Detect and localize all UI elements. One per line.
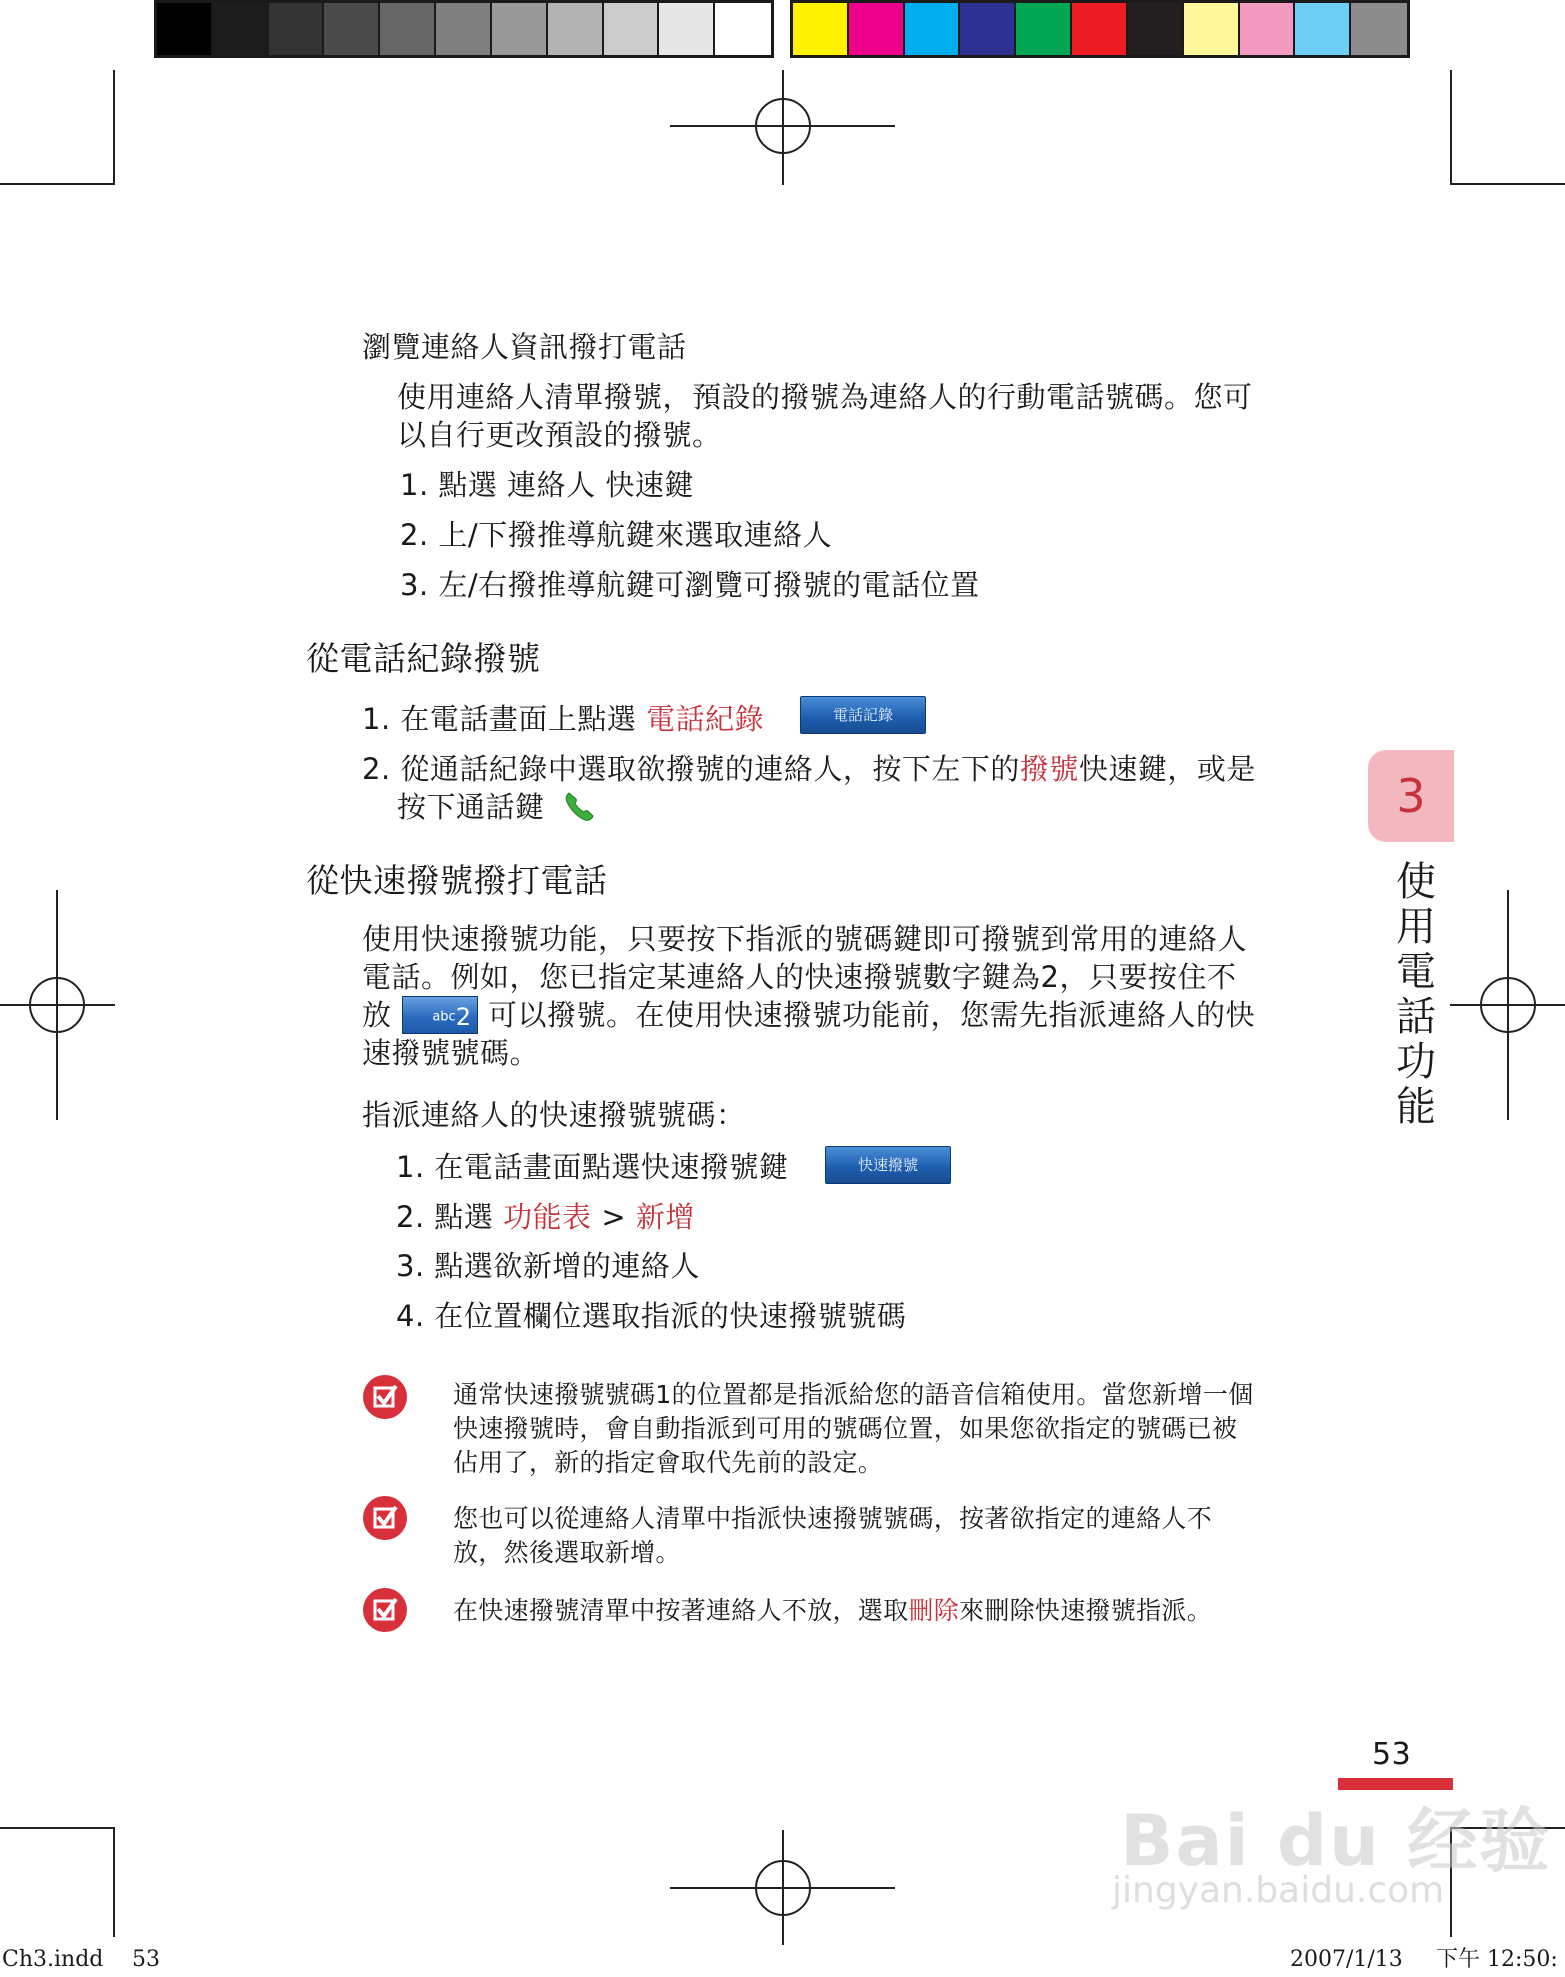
color-swatch	[604, 3, 660, 55]
section1-paragraph-line2: 以自行更改預設的撥號。	[397, 418, 722, 452]
note1-line3: 佔用了，新的指定會取代先前的設定。	[453, 1448, 884, 1477]
section2-step2-text-a: 2. 從通話紀錄中選取欲撥號的連絡人，按下左下的	[362, 752, 1020, 786]
section1-step-1: 1. 點選 連絡人 快速鍵	[400, 468, 694, 502]
note2-line1: 您也可以從連絡人清單中指派快速撥號號碼，按著欲指定的連絡人不	[453, 1504, 1213, 1533]
color-swatch	[269, 3, 325, 55]
color-bar	[790, 0, 1410, 58]
note1-line2: 快速撥號時，會自動指派到可用的號碼位置，如果您欲指定的號碼已被	[453, 1414, 1238, 1443]
crop-mark	[1450, 70, 1452, 185]
color-swatch	[1128, 3, 1184, 55]
page-number: 53	[1372, 1737, 1412, 1772]
footer-file: Ch3.indd	[2, 1947, 104, 1972]
delete-link: 刪除	[908, 1596, 960, 1625]
chapter-title-char: 話	[1396, 994, 1436, 1040]
color-swatch	[793, 3, 849, 55]
crop-mark	[113, 70, 115, 185]
color-swatch	[960, 3, 1016, 55]
color-swatch	[436, 3, 492, 55]
watermark-logo: Bai du 经验	[1120, 1800, 1552, 1882]
call-log-link: 電話紀錄	[646, 702, 765, 736]
color-swatch	[157, 3, 213, 55]
section2-step-1	[362, 700, 764, 738]
crop-mark	[0, 183, 115, 185]
color-swatch	[1351, 3, 1407, 55]
call-log-button[interactable]: 電話記錄	[800, 696, 926, 734]
key-number: 2	[455, 1003, 471, 1031]
grayscale-bar	[154, 0, 774, 58]
note1-line1: 通常快速撥號號碼1的位置都是指派給您的語音信箱使用。當您新增一個	[453, 1380, 1254, 1409]
chapter-title-char: 能	[1396, 1084, 1436, 1130]
color-swatch	[1072, 3, 1128, 55]
color-swatch	[1240, 3, 1296, 55]
menu-link: 功能表	[503, 1200, 592, 1234]
registration-mark	[1480, 977, 1536, 1033]
section3-paragraph-line3-end: 可以撥號。在使用快速撥號功能前，您需先指派連絡人的快	[488, 998, 1256, 1032]
registration-mark	[29, 977, 85, 1033]
color-swatch	[1016, 3, 1072, 55]
crop-mark	[113, 1827, 115, 1937]
color-swatch	[492, 3, 548, 55]
footer-page: 53	[132, 1947, 160, 1972]
color-swatch	[380, 3, 436, 55]
registration-mark	[755, 98, 811, 154]
key-2-icon	[402, 996, 478, 1034]
crop-mark	[1450, 183, 1565, 185]
registration-mark	[755, 1860, 811, 1916]
checkbox-note-icon	[363, 1375, 407, 1419]
phone-icon	[563, 790, 597, 822]
key-letters: abc	[432, 1009, 456, 1025]
color-swatch	[1295, 3, 1351, 55]
section2-step-2-line1	[362, 750, 1256, 788]
note3	[453, 1594, 1212, 1628]
watermark-url: jingyan.baidu.com	[1112, 1870, 1445, 1911]
section3-step-2	[396, 1198, 695, 1236]
section-title-call-log: 從電話紀錄撥號	[306, 639, 541, 678]
note2-line2: 放，然後選取新增。	[453, 1538, 681, 1567]
dial-link: 撥號	[1019, 752, 1079, 786]
section-title-browse-contacts: 瀏覽連絡人資訊撥打電話	[362, 330, 687, 364]
section3-paragraph-line4: 速撥號號碼。	[362, 1036, 540, 1070]
add-link: 新增	[635, 1200, 695, 1234]
section3-step2-sep: >	[591, 1200, 636, 1234]
section1-step-2: 2. 上/下撥推導航鍵來選取連絡人	[400, 518, 833, 552]
chapter-title-vertical	[1392, 860, 1440, 1130]
color-swatch	[213, 3, 269, 55]
color-swatch	[324, 3, 380, 55]
section3-step-3: 3. 點選欲新增的連絡人	[396, 1249, 700, 1283]
assign-speed-dial-title: 指派連絡人的快速撥號號碼：	[362, 1098, 746, 1132]
section1-step-3: 3. 左/右撥推導航鍵可瀏覽可撥號的電話位置	[400, 568, 980, 602]
section2-step1-prefix: 1. 在電話畫面上點選	[362, 702, 647, 736]
chapter-title-char: 用	[1396, 904, 1436, 950]
section3-step-4: 4. 在位置欄位選取指派的快速撥號號碼	[396, 1299, 907, 1333]
color-swatch	[659, 3, 715, 55]
section1-paragraph-line1: 使用連絡人清單撥號，預設的撥號為連絡人的行動電話號碼。您可	[397, 380, 1253, 414]
color-swatch	[849, 3, 905, 55]
note3-text-a: 在快速撥號清單中按著連絡人不放，選取	[453, 1596, 909, 1625]
color-swatch	[548, 3, 604, 55]
color-swatch	[905, 3, 961, 55]
footer-time: 下午 12:50:	[1436, 1947, 1558, 1972]
crop-mark	[0, 1827, 115, 1829]
chapter-tab: 3	[1368, 750, 1454, 842]
section3-paragraph-line3-start: 放	[362, 998, 392, 1032]
checkbox-note-icon	[363, 1588, 407, 1632]
chapter-title-char: 功	[1396, 1039, 1436, 1085]
section-title-speed-dial: 從快速撥號撥打電話	[306, 861, 608, 900]
checkbox-note-icon	[363, 1496, 407, 1540]
color-swatch	[1184, 3, 1240, 55]
section2-step2-text-b: 快速鍵，或是	[1078, 752, 1256, 786]
chapter-title-char: 電	[1396, 949, 1436, 995]
section3-paragraph-line1: 使用快速撥號功能，只要按下指派的號碼鍵即可撥號到常用的連絡人	[362, 922, 1248, 956]
section3-step-1: 1. 在電話畫面點選快速撥號鍵	[396, 1150, 789, 1184]
note3-text-b: 來刪除快速撥號指派。	[959, 1596, 1213, 1625]
section3-step2-prefix: 2. 點選	[396, 1200, 504, 1234]
color-swatch	[715, 3, 771, 55]
footer-date: 2007/1/13	[1290, 1947, 1403, 1972]
section3-paragraph-line2: 電話。例如，您已指定某連絡人的快速撥號數字鍵為2，只要按住不	[362, 960, 1237, 994]
speed-dial-button[interactable]: 快速撥號	[825, 1146, 951, 1184]
chapter-title-char: 使	[1396, 859, 1436, 905]
section2-step-2-line2: 按下通話鍵	[397, 790, 545, 824]
